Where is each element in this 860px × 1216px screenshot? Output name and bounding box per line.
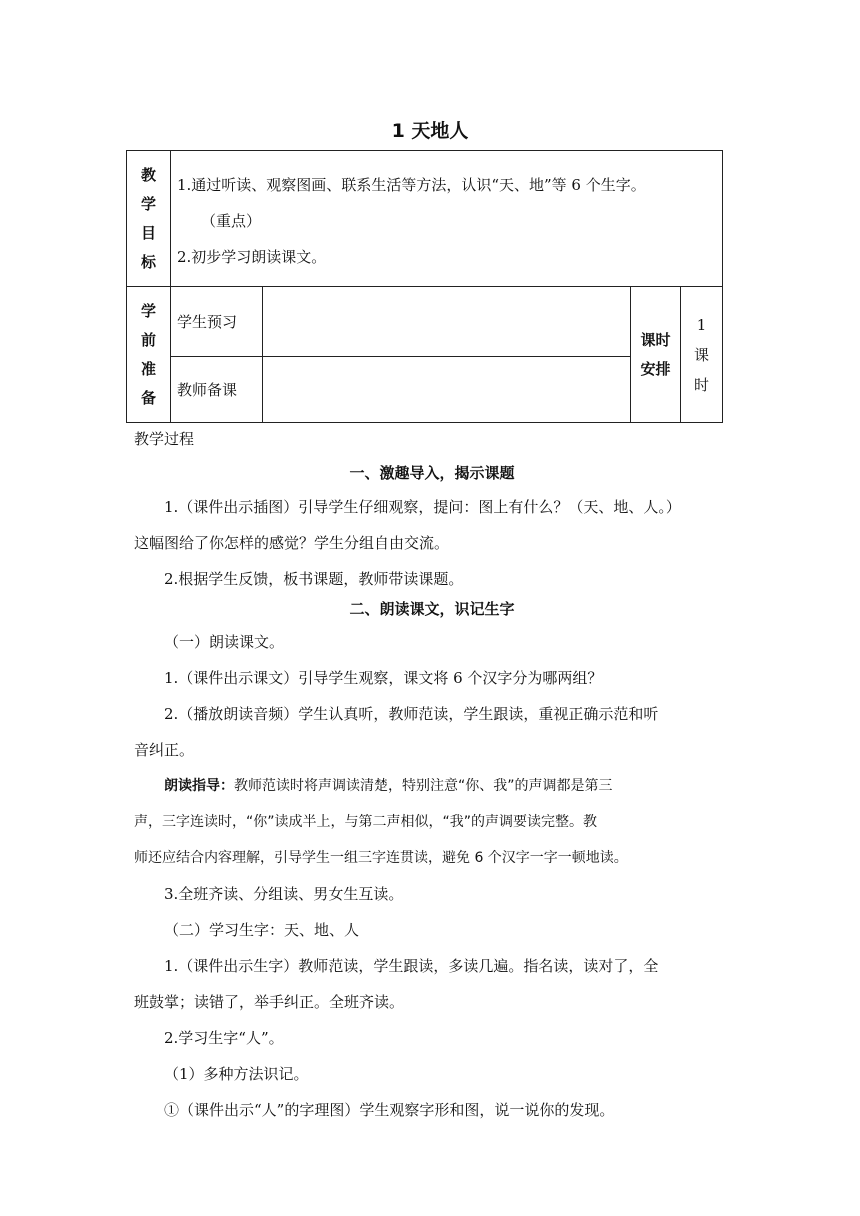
paragraph: 2.学习生字“人”。 <box>164 1029 284 1047</box>
reading-guide-line: 师还应结合内容理解，引导学生一组三字连贯读，避免 6 个汉字一字一顿地读。 <box>134 850 628 866</box>
student-prep-content <box>263 287 631 357</box>
sub-heading: （1）多种方法识记。 <box>164 1065 309 1083</box>
goal-1: 1.通过听读、观察图画、联系生活等方法，认识“天、地”等 6 个生字。 <box>177 176 646 194</box>
paragraph: 这幅图给了你怎样的感觉？学生分组自由交流。 <box>134 534 450 552</box>
paragraph: 音纠正。 <box>134 741 195 759</box>
paragraph: 3.全班齐读、分组读、男女生互读。 <box>164 885 404 903</box>
lesson-plan-table <box>126 150 723 423</box>
sub-heading: （二）学习生字：天、地、人 <box>164 921 360 939</box>
prep-label: 学 前 准 备 <box>127 287 171 423</box>
goal-1-cont: （重点） <box>201 212 262 230</box>
paragraph: 2.（播放朗读音频）学生认真听，教师范读，学生跟读，重视正确示范和听 <box>164 705 659 723</box>
paragraph: 1.（课件出示插图）引导学生仔细观察，提问：图上有什么？（天、地、人。） <box>164 498 681 516</box>
teaching-goals <box>171 151 723 287</box>
reading-guide: 朗读指导：教师范读时将声调读清楚，特别注意“你、我”的声调都是第三 <box>164 778 613 794</box>
section-1-title: 一、激趣导入，揭示课题 <box>349 464 515 482</box>
goals-label: 教 学 目 标 <box>127 151 171 287</box>
paragraph: 班鼓掌；读错了，举手纠正。全班齐读。 <box>134 993 405 1011</box>
section-2-title: 二、朗读课文，识记生字 <box>349 600 515 618</box>
paragraph: 1.（课件出示课文）引导学生观察，课文将 6 个汉字分为哪两组？ <box>164 669 603 687</box>
teacher-prep-content <box>263 357 631 423</box>
student-prep-label: 学生预习 <box>171 287 263 357</box>
paragraph: 1.（课件出示生字）教师范读，学生跟读，多读几遍。指名读，读对了，全 <box>164 957 659 975</box>
section-2-body <box>134 624 730 1128</box>
goal-2: 2.初步学习朗读课文。 <box>177 248 327 266</box>
lesson-title: 1 天地人 <box>391 120 469 142</box>
paragraph: 2.根据学生反馈，板书课题，教师带读课题。 <box>164 570 464 588</box>
section-1-body <box>134 489 730 597</box>
process-label: 教学过程 <box>134 430 195 448</box>
paragraph: ①（课件出示“人”的字理图）学生观察字形和图，说一说你的发现。 <box>164 1101 615 1119</box>
reading-guide-line: 声，三字连读时，“你”读成半上，与第二声相似，“我”的声调要读完整。教 <box>134 814 598 830</box>
schedule-label: 课时 安排 <box>631 287 681 423</box>
guide-label: 朗读指导： <box>164 778 234 794</box>
sub-heading: （一）朗读课文。 <box>164 633 285 651</box>
teacher-prep-label: 教师备课 <box>171 357 263 423</box>
lesson-hours: 1 课 时 <box>681 287 723 423</box>
